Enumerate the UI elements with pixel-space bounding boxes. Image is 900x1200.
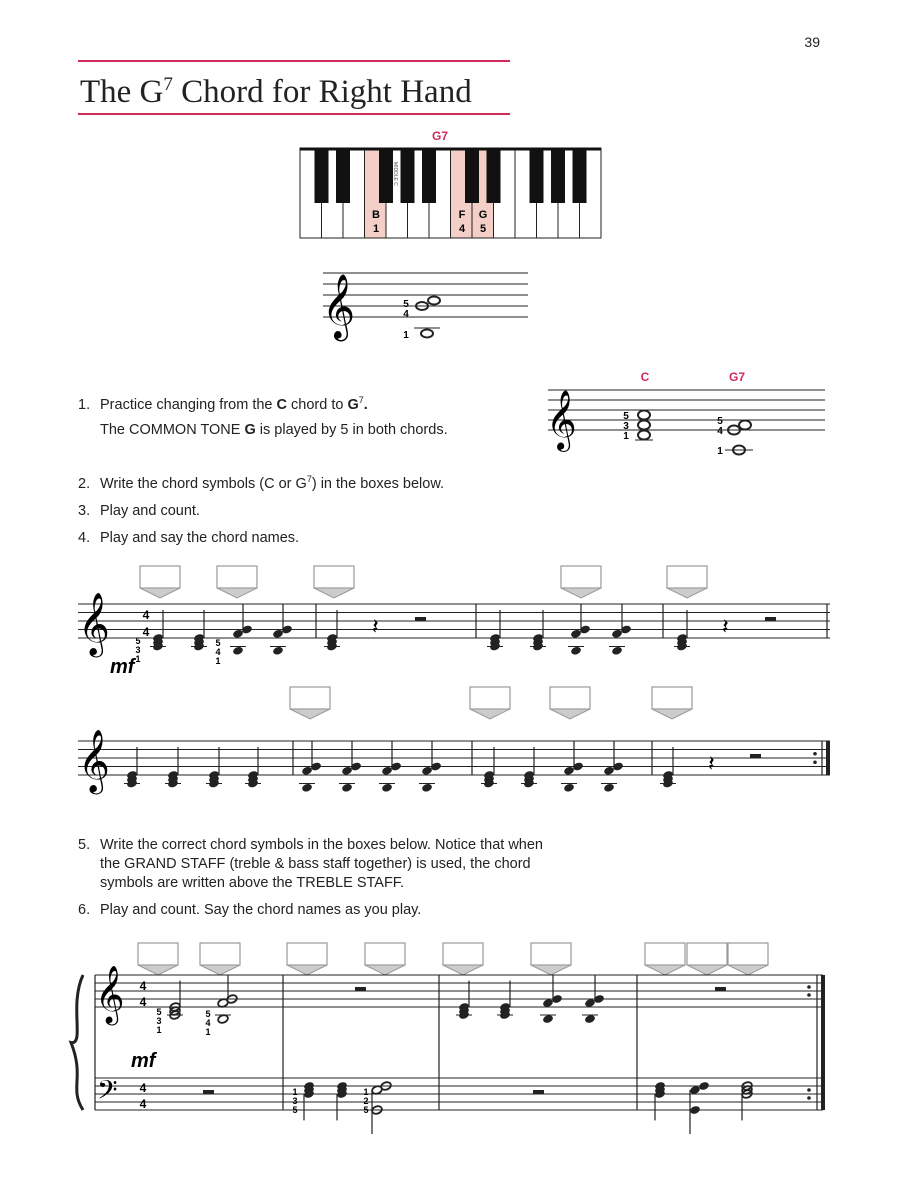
g7-fingering-5: 5	[717, 416, 723, 427]
key-finger-b: 1	[372, 223, 380, 235]
quarter-note	[341, 783, 353, 793]
half-rest	[415, 617, 426, 621]
dynamic-mf: mf	[110, 656, 135, 678]
whole-note-b	[421, 330, 433, 338]
svg-text:5: 5	[135, 636, 141, 646]
black-key	[465, 148, 479, 203]
whole-note-g	[428, 297, 440, 305]
page-number: 39	[804, 34, 820, 50]
treble-clef-icon: 𝄞	[322, 274, 356, 337]
quarter-note	[272, 646, 284, 656]
svg-text:1: 1	[135, 654, 141, 664]
svg-text:1: 1	[156, 1025, 162, 1035]
quarter-note	[689, 1105, 701, 1115]
chord-box-pointer	[687, 965, 727, 975]
chord-box-pointer	[290, 709, 330, 719]
svg-text:4: 4	[139, 995, 147, 1009]
svg-text:5: 5	[363, 1105, 369, 1115]
chord-symbol-box	[728, 943, 768, 965]
svg-text:5: 5	[292, 1105, 298, 1115]
black-key	[530, 148, 544, 203]
time-sig-top: 4	[142, 608, 150, 622]
half-rest	[715, 987, 726, 991]
chord-box-pointer	[200, 965, 240, 975]
title-rule-bottom	[78, 113, 510, 115]
chord-box-pointer	[314, 588, 354, 598]
chord-box-pointer	[728, 965, 768, 975]
chord-box-pointer	[217, 588, 257, 598]
treble-clef-icon: 𝄞	[546, 391, 577, 449]
chord-symbol-box	[667, 566, 707, 588]
chord-symbol-box	[290, 687, 330, 709]
quarter-note	[603, 783, 615, 793]
chord-label-c: C	[640, 370, 650, 384]
chord-symbol-box	[561, 566, 601, 588]
black-key	[315, 148, 329, 203]
chord-box-pointer	[561, 588, 601, 598]
dynamic-mf: mf	[131, 1050, 156, 1072]
quarter-note	[381, 783, 393, 793]
bass-clef-icon: 𝄢	[97, 1075, 118, 1111]
black-key	[336, 148, 350, 203]
chord-symbol-box	[200, 943, 240, 965]
c-fingering-3: 3	[623, 421, 629, 432]
black-key	[379, 148, 393, 203]
svg-text:1: 1	[215, 656, 221, 666]
chord-symbol-box	[652, 687, 692, 709]
chord-box-pointer	[645, 965, 685, 975]
repeat-dot	[807, 1096, 811, 1100]
key-finger-f: 4	[458, 223, 466, 235]
quarter-note	[611, 646, 623, 656]
c-fingering-5: 5	[623, 411, 629, 422]
chord-symbol-box	[140, 566, 180, 588]
quarter-note	[563, 783, 575, 793]
quarter-note	[421, 783, 433, 793]
chord-symbol-box	[365, 943, 405, 965]
treble-clef-icon: 𝄞	[78, 731, 110, 791]
fingering-4: 4	[403, 309, 409, 320]
chord-box-pointer	[652, 709, 692, 719]
black-key	[573, 148, 587, 203]
instructions-5-6: 5. Write the correct chord symbols in the boxes below. Notice that when the GRAND STAFF (treble & bass staff together) is used, the chord symbols are written above the TREBLE STAFF. 6. Play and count. Say the chord names as you play.	[78, 837, 544, 918]
svg-text:3: 3	[135, 645, 141, 655]
chord-box-pointer	[550, 709, 590, 719]
exercise-1-score	[70, 560, 840, 810]
quarter-rest-icon: 𝄽	[722, 614, 729, 639]
chord-box-pointer	[365, 965, 405, 975]
svg-text:4: 4	[215, 647, 221, 657]
instruction-1: 1. Practice changing from the C chord to $G^7$. The COMMON TONE G is played by 5 in both chords.	[78, 395, 448, 438]
svg-text:3: 3	[156, 1016, 162, 1026]
chord-symbol-box	[217, 566, 257, 588]
black-key	[551, 148, 565, 203]
half-rest	[750, 754, 761, 758]
svg-text:5: 5	[205, 1009, 211, 1019]
exercise-2-grand-staff	[55, 935, 845, 1185]
chord-box-pointer	[287, 965, 327, 975]
g7-chord-staff	[318, 255, 533, 345]
svg-text:4: 4	[139, 1097, 147, 1111]
staff-lines	[548, 390, 825, 430]
half-rest	[765, 617, 776, 621]
key-finger-g: 5	[479, 223, 487, 235]
chord-symbol-box	[443, 943, 483, 965]
half-rest	[355, 987, 366, 991]
black-key	[401, 148, 415, 203]
page-title: The $G^7$ Chord for Right Hand	[80, 74, 472, 110]
chord-box-pointer	[470, 709, 510, 719]
time-sig-bottom: 4	[142, 625, 150, 639]
chord-symbol-box	[550, 687, 590, 709]
g7-fingering-1: 1	[717, 446, 723, 457]
quarter-note	[570, 646, 582, 656]
repeat-dot	[807, 985, 811, 989]
key-note-b: B	[372, 209, 380, 221]
fingering-5: 5	[403, 299, 409, 310]
chord-box-pointer	[531, 965, 571, 975]
treble-clef-icon: 𝄞	[95, 966, 125, 1022]
chord-box-pointer	[138, 965, 178, 975]
chord-box-pointer	[667, 588, 707, 598]
half-rest	[533, 1090, 544, 1094]
treble-clef-icon: 𝄞	[78, 594, 110, 654]
title-block	[78, 60, 510, 115]
quarter-rest-icon: 𝄽	[708, 751, 715, 776]
quarter-rest-icon: 𝄽	[372, 614, 379, 639]
key-note-g: G	[478, 209, 488, 221]
chord-label-g7: G7	[728, 370, 746, 384]
repeat-dot	[807, 1088, 811, 1092]
keyboard-chord-label: G7	[431, 129, 449, 143]
chord-symbol-box	[287, 943, 327, 965]
quarter-note	[232, 646, 244, 656]
chord-symbol-box	[645, 943, 685, 965]
svg-text:5: 5	[215, 638, 221, 648]
svg-text:5: 5	[156, 1007, 162, 1017]
instructions-2-4: 2. Write the chord symbols (C or $G^7$) in the boxes below. 3. Play and count. 4. Play and say the chord names.	[78, 474, 445, 546]
half-rest	[203, 1090, 214, 1094]
svg-text:4: 4	[139, 1081, 147, 1095]
chord-symbol-box	[314, 566, 354, 588]
brace	[71, 975, 83, 1110]
repeat-dot	[813, 760, 817, 764]
svg-text:3: 3	[292, 1096, 298, 1106]
black-key	[487, 148, 501, 203]
fingering-1: 1	[403, 330, 409, 341]
svg-text:2: 2	[363, 1096, 369, 1106]
svg-text:1: 1	[205, 1027, 211, 1037]
keyboard-diagram	[290, 124, 610, 244]
chord-symbol-box	[470, 687, 510, 709]
chord-symbol-box	[687, 943, 727, 965]
middle-c-label: MIDDLE C	[392, 162, 398, 186]
repeat-dot	[813, 752, 817, 756]
chord-compare-staff	[540, 362, 830, 462]
repeat-dot	[807, 993, 811, 997]
chord-symbol-box	[531, 943, 571, 965]
quarter-note	[301, 783, 313, 793]
black-key	[422, 148, 436, 203]
chord-symbol-box	[138, 943, 178, 965]
svg-text:1: 1	[363, 1087, 369, 1097]
chord-box-pointer	[140, 588, 180, 598]
c-fingering-1: 1	[623, 431, 629, 442]
quarter-note	[698, 1081, 710, 1091]
svg-text:1: 1	[292, 1087, 298, 1097]
g7-fingering-4: 4	[717, 426, 723, 437]
svg-text:4: 4	[205, 1018, 211, 1028]
chord-box-pointer	[443, 965, 483, 975]
key-note-f: F	[458, 209, 466, 221]
svg-text:4: 4	[139, 979, 147, 993]
